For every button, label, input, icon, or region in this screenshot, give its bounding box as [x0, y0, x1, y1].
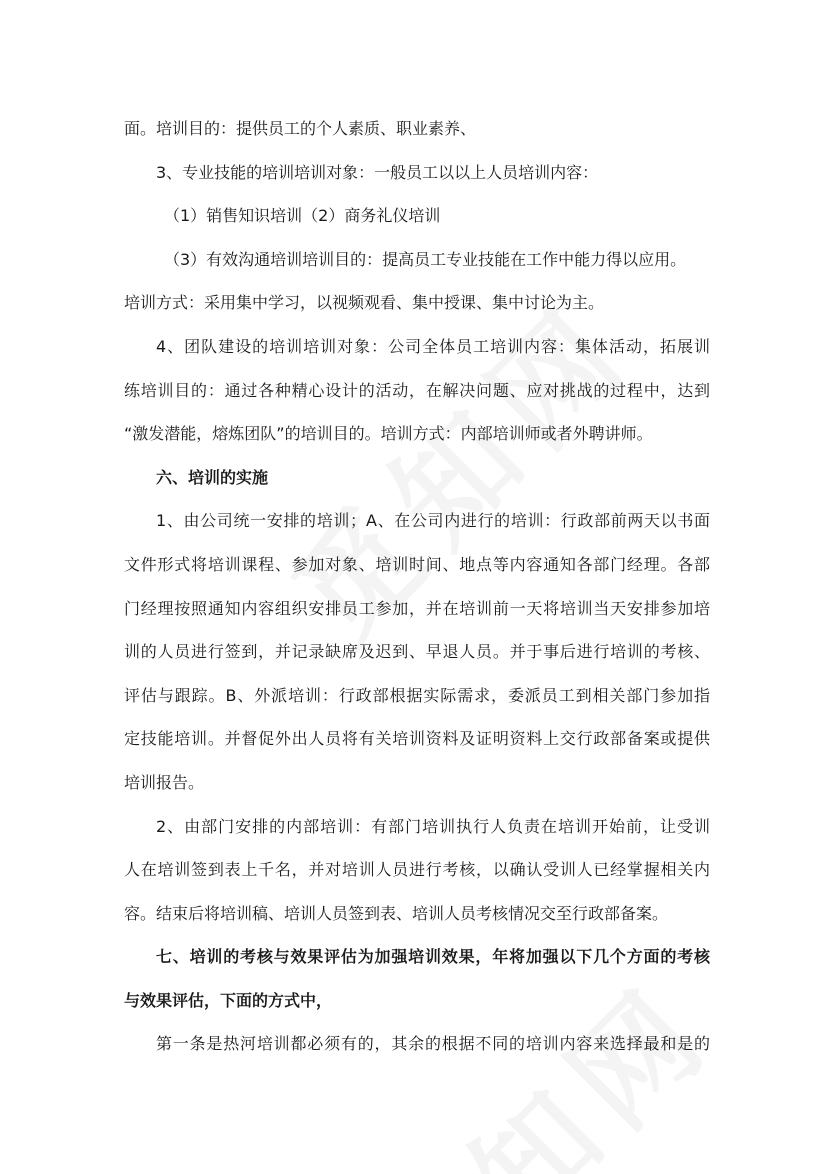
paragraph-line: 培训方式：采用集中学习，以视频观看、集中授课、集中讨论为主。: [124, 293, 605, 313]
paragraph-line: （1）销售知识培训（2）商务礼仪培训: [164, 206, 441, 226]
paragraph-line: 第一条是热河培训都必须有的，其余的根据不同的培训内容来选择最和是的: [156, 1034, 710, 1054]
section-heading: 与效果评估，下面的方式中，: [124, 990, 333, 1010]
paragraph-line: 人在培训签到表上千名，并对培训人员进行考核，以确认受训人已经掌握相关内: [124, 860, 710, 880]
paragraph-line: 4、团队建设的培训培训对象：公司全体员工培训内容：集体活动，拓展训: [156, 336, 710, 356]
paragraph-line: （3）有效沟通培训培训目的：提高员工专业技能在工作中能力得以应用。: [164, 249, 687, 269]
section-heading: 六、培训的实施: [156, 467, 269, 487]
paragraph-line: 容。结束后将培训稿、培训人员签到表、培训人员考核情况交至行政部备案。: [124, 903, 669, 923]
section-heading: 七、培训的考核与效果评估为加强培训效果，年将加强以下几个方面的考核: [156, 947, 710, 967]
paragraph-line: 练培训目的：通过各种精心设计的活动，在解决问题、应对挑战的过程中，达到: [124, 380, 710, 400]
paragraph-line: 评估与跟踪。B、外派培训：行政部根据实际需求，委派员工到相关部门参加指: [124, 685, 710, 705]
paragraph-line: 面。培训目的：提供员工的个人素质、职业素养、: [124, 119, 477, 138]
paragraph-line: 文件形式将培训课程、参加对象、培训时间、地点等内容通知各部门经理。各部: [124, 554, 710, 574]
paragraph-line: “激发潜能，熔炼团队”的培训目的。培训方式：内部培训师或者外聘讲师。: [124, 424, 653, 444]
paragraph-line: 定技能培训。并督促外出人员将有关培训资料及证明资料上交行政部备案或提供: [124, 729, 710, 749]
document-body: [124, 107, 710, 1066]
paragraph-line: 培训报告。: [124, 772, 205, 792]
paragraph-line: 3、专业技能的培训培训对象：一般员工以以上人员培训内容：: [156, 162, 599, 182]
paragraph-line: 门经理按照通知内容组织安排员工参加，并在培训前一天将培训当天安排参加培: [124, 598, 710, 618]
paragraph-line: 训的人员进行签到，并记录缺席及迟到、早退人员。并于事后进行培训的考核、: [124, 642, 710, 662]
paragraph-line: 1、由公司统一安排的培训；A、在公司内进行的培训：行政部前两天以书面: [156, 511, 710, 531]
paragraph-line: 2、由部门安排的内部培训：有部门培训执行人负责在培训开始前，让受训: [156, 816, 710, 836]
